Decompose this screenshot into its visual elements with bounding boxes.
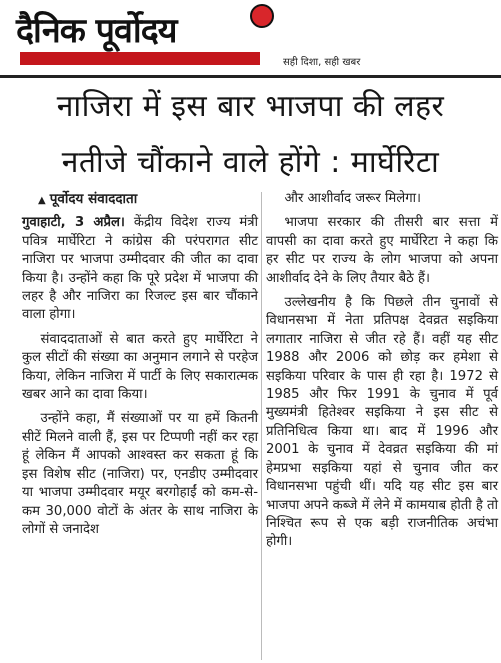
article-paragraph: उन्होंने कहा, मैं संख्याओं पर या हमें कितनी सीटें मिलने वाली हैं, इस पर टिप्पणी नहीं कर रहा हूं लेकिन मैं आपको आश्वस्त कर सकता हूं कि इस विशेष सीट (नाजिरा) पर, एनडीए उम्मीदवार या भाजपा उम्मीदवार मयूर बरगोहाईं को कम-से-कम 30,000 वोटों के अंतर के साथ नाजिरा के लोगों से जनादेश <box>22 411 258 537</box>
newspaper-tagline: सही दिशा, सही खबर <box>283 57 361 68</box>
article-paragraph: भाजपा सरकार की तीसरी बार सत्ता में वापसी का दावा करते हुए मार्घेरिटा ने कहा कि हर सीट पर राज्य के लोग भाजपा को अपना आशीर्वाद देने के लिए तैयार बैठे हैं। <box>266 215 498 286</box>
newspaper-logo-title: दैनिक पूर्वोदय <box>16 11 177 51</box>
triangle-bullet-icon: ▲ <box>38 195 46 206</box>
paragraph-text: केंद्रीय विदेश राज्य मंत्री पवित्र मार्घेरिटा ने कांग्रेस की परंपरागत सीट नाजिरा पर भाजपा उम्मीदवार की जीत का दावा किया है। उन्होंने कहा कि पूरे प्रदेश में भाजपा की लहर है और नाजिरा का रिजल्ट इस बार चौंकाने वाला होगा। <box>22 215 258 323</box>
article-column-left <box>22 190 258 545</box>
logo-red-bar <box>20 52 260 65</box>
headline-line-2: नतीजे चौंकाने वाले होंगे : मार्घेरिटा <box>61 145 440 180</box>
article-paragraph: संवाददाताओं से बात करते हुए मार्घेरिटा ने कुल सीटों की संख्या का अनुमान लगाने से परहेज किया, लेकिन नाजिरा में पार्टी के लिए सकारात्मक खबर आने का दावा किया। <box>22 331 258 403</box>
dateline: गुवाहाटी, 3 अप्रैल। <box>22 215 125 231</box>
masthead <box>0 0 501 75</box>
sun-logo-icon <box>250 4 274 28</box>
headline-line-1: नाजिरा में इस बार भाजपा की लहर <box>56 89 445 124</box>
masthead-divider <box>0 75 501 78</box>
article-paragraph: उल्लेखनीय है कि पिछले तीन चुनावों से विधानसभा में नेता प्रतिपक्ष देवव्रत सइकिया लगातार नाजिरा से जीत रहे हैं। वहीं यह सीट 1988 और 2006 को छोड़ कर हमेशा से सइकिया परिवार के पास ही रहा है। 1972 से 1985 और फिर 1991 के चुनाव में पूर्व मुख्यमंत्री हितेश्वर सइकिया ने इस सीट से प्रतिनिधित्व किया था। बाद में 1996 और 2001 के चुनाव में देवव्रत सइकिया की मां हेमप्रभा सइकिया यहां से चुनाव जीत कर विधानसभा पहुंची थीं। यदि यह सीट इस बार भाजपा अपने कब्जे में लेने में कामयाब होती है तो निश्चित रूप से एक बड़ी राजनीतिक अचंभा होगी। <box>266 295 498 550</box>
column-divider <box>261 192 262 660</box>
article-column-right <box>266 190 498 558</box>
article-paragraph <box>22 214 258 324</box>
article-paragraph: और आशीर्वाद जरूर मिलेगा। <box>284 191 422 206</box>
byline-text: पूर्वोदय संवाददाता <box>49 191 138 207</box>
byline <box>38 190 258 210</box>
